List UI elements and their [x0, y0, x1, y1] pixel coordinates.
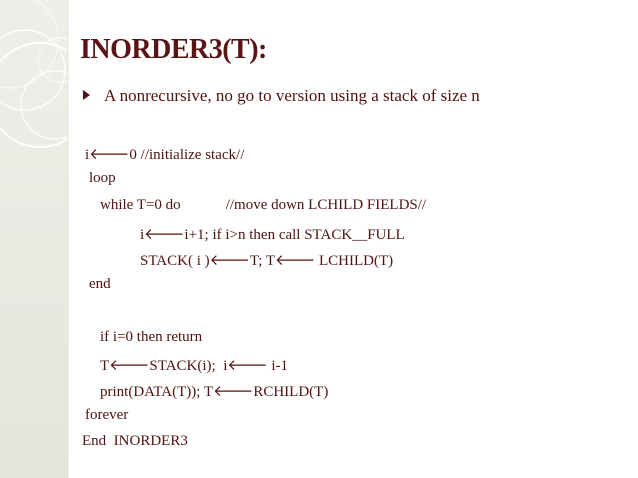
arrow-icon: 🡐: [109, 356, 150, 374]
decorative-side-panel: [0, 0, 68, 478]
code-line-6: end: [89, 276, 111, 292]
arrow-icon: 🡐: [144, 225, 185, 243]
code-line-3: while T=0 do //move down LCHILD FIELDS//: [100, 197, 427, 213]
arrow-icon: 🡐: [209, 251, 250, 269]
arrow-icon: 🡐: [227, 356, 268, 374]
bullet-arrow-icon: [83, 90, 90, 100]
code-line-1: i🡐0 //initialize stack//: [85, 145, 245, 163]
code-line-11: End INORDER3: [82, 433, 188, 449]
slide-title: INORDER3(T):: [80, 34, 267, 65]
code-line-8: T🡐STACK(i); i🡐 i-1: [100, 356, 289, 374]
arrow-icon: 🡐: [213, 382, 254, 400]
code-line-5: STACK( i )🡐T; T🡐 LCHILD(T): [140, 251, 394, 269]
arrow-icon: 🡐: [89, 145, 130, 163]
code-line-7: if i=0 then return: [100, 329, 203, 345]
bullet-text: A nonrecursive, no go to version using a stack of size n: [104, 86, 480, 105]
arrow-icon: 🡐: [275, 251, 316, 269]
bullet-item: [83, 86, 480, 106]
code-line-2: loop: [89, 170, 116, 186]
code-line-10: forever: [85, 407, 129, 423]
code-line-9: print(DATA(T)); T🡐RCHILD(T): [100, 382, 329, 400]
code-line-4: i🡐i+1; if i>n then call STACK__FULL: [140, 225, 405, 243]
